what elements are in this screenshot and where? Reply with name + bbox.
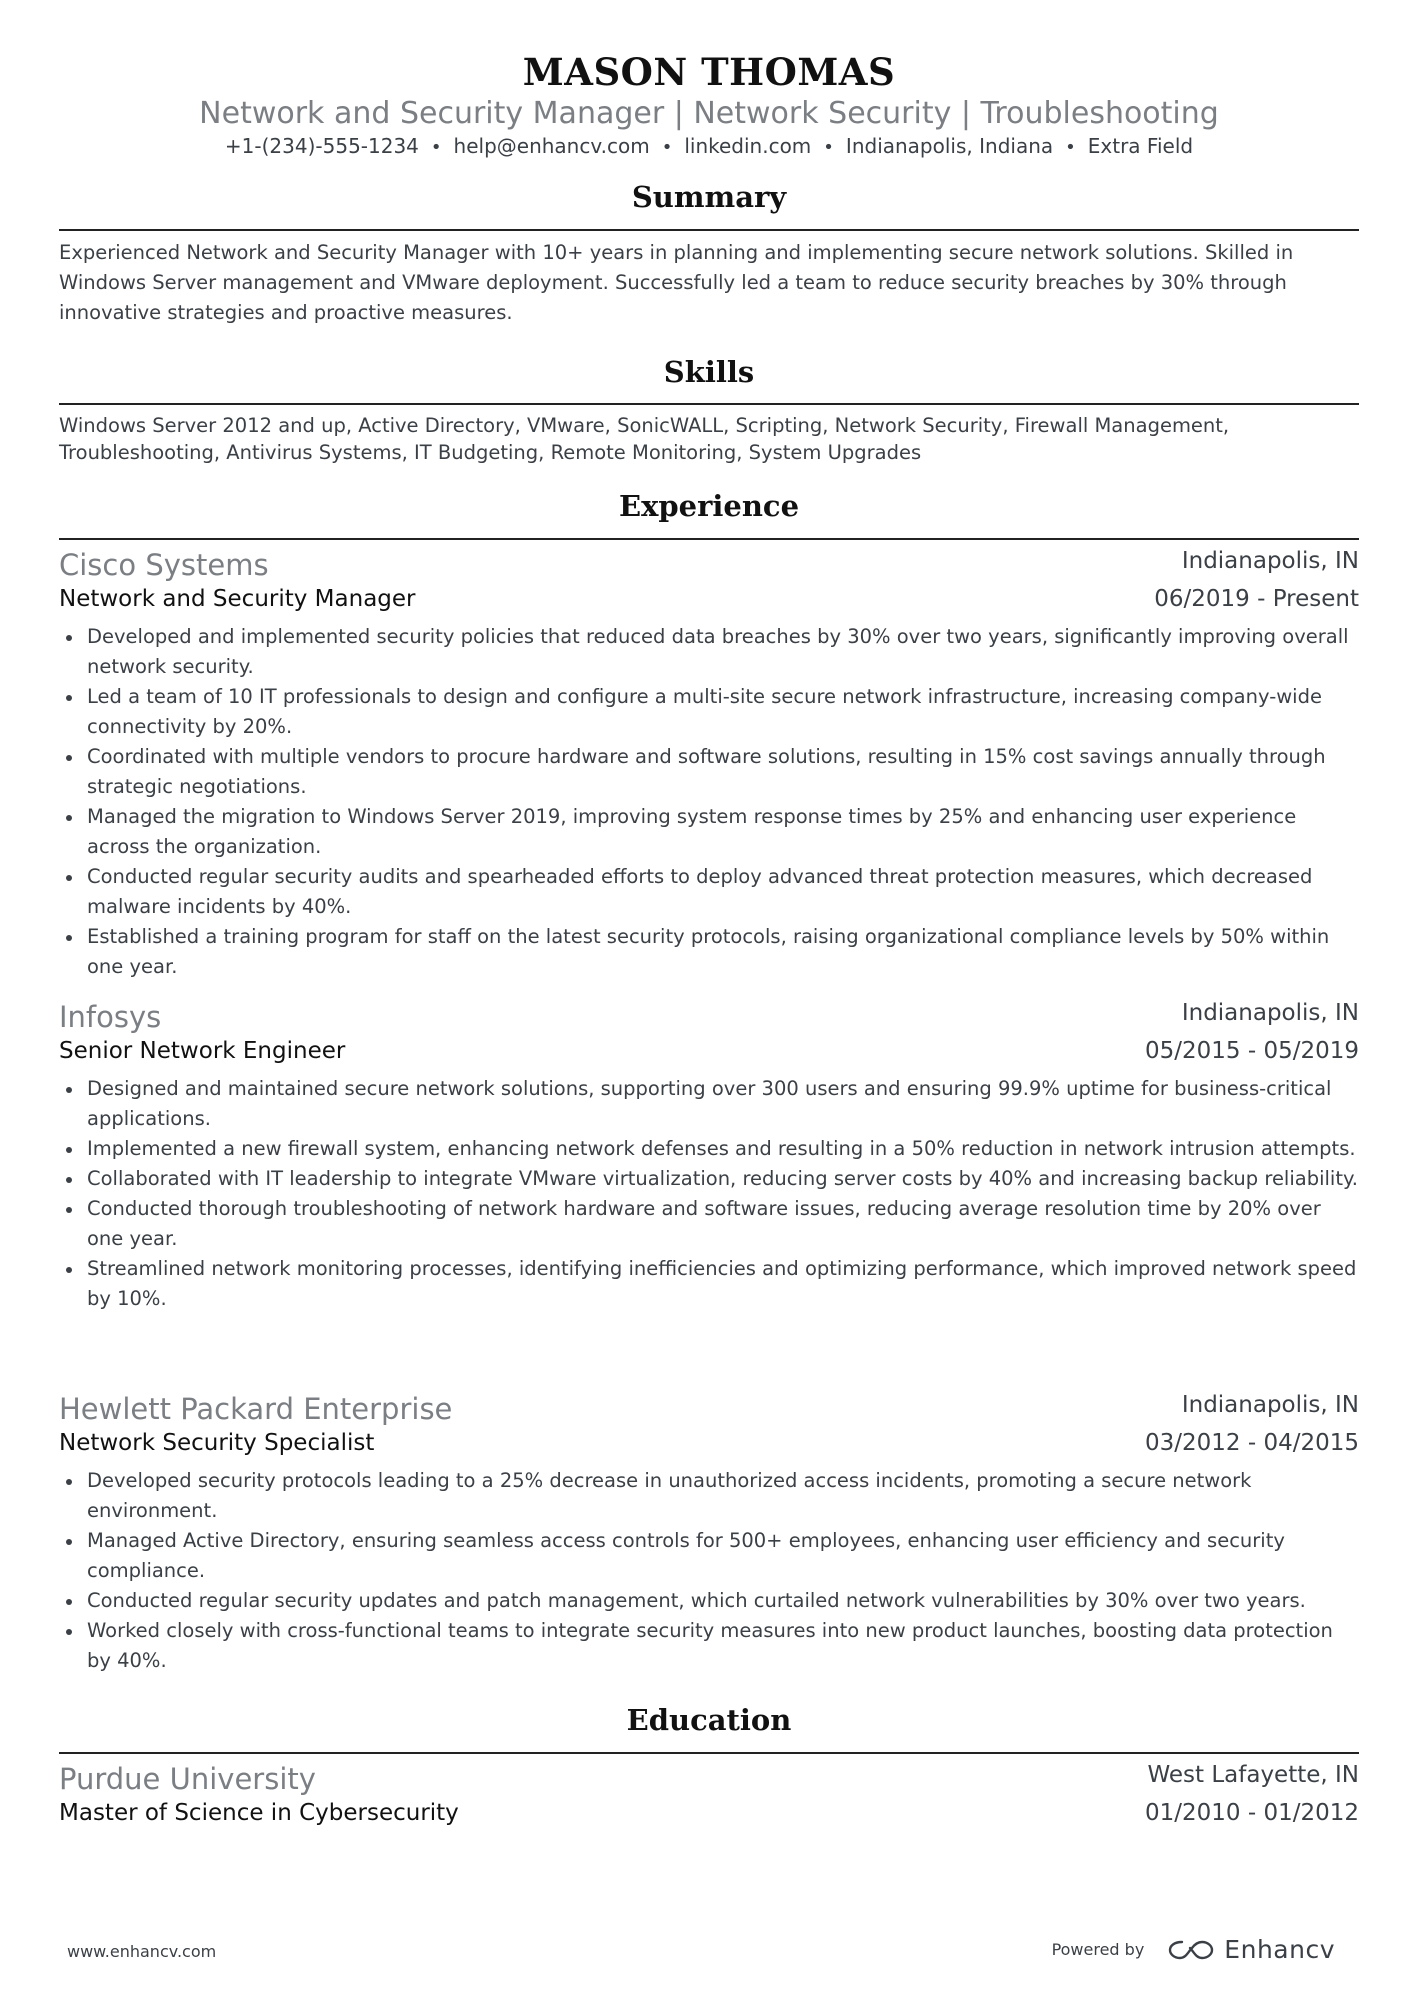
list-item: Developed and implemented security policies that reduced data breaches by 30% over two years, significantly improving overall network security. (59, 622, 1359, 682)
job-location: Indianapolis, IN (1181, 1000, 1359, 1026)
school-location: West Lafayette, IN (1147, 1762, 1359, 1788)
job-title: Network and Security Manager (59, 586, 416, 612)
bullet-separator: • (823, 137, 834, 158)
footer-branding (1052, 1935, 1335, 1964)
list-item: Conducted regular security audits and spearheaded efforts to deploy advanced threat protection measures, which decreased malware incidents by 40%. (59, 862, 1359, 922)
bullet-separator: • (661, 137, 673, 158)
footer-website[interactable]: www.enhancv.com (67, 1942, 217, 1961)
contact-email[interactable]: help@enhancv.com (453, 134, 650, 158)
section-title-skills: Skills (663, 355, 755, 389)
company-name: Hewlett Packard Enterprise (59, 1392, 453, 1426)
job-dates: 06/2019 - Present (1154, 586, 1359, 612)
job-title: Network Security Specialist (59, 1430, 375, 1456)
section-title-education: Education (626, 1703, 792, 1737)
contact-location: Indianapolis, Indiana (845, 134, 1054, 158)
section-title-summary: Summary (631, 180, 787, 214)
company-name: Cisco Systems (59, 548, 269, 582)
section-divider (59, 538, 1359, 540)
list-item: Coordinated with multiple vendors to procure hardware and software solutions, resulting in 15% cost savings annually through strategic negotiations. (59, 742, 1359, 802)
list-item: Managed Active Directory, ensuring seamless access controls for 500+ employees, enhancing user efficiency and security compliance. (59, 1526, 1359, 1586)
section-divider (59, 403, 1359, 405)
job-bullets (59, 1466, 1359, 1676)
bullet-separator: • (1065, 137, 1076, 158)
company-name: Infosys (59, 1000, 162, 1034)
job-dates: 03/2012 - 04/2015 (1144, 1430, 1359, 1456)
degree: Master of Science in Cybersecurity (59, 1800, 459, 1826)
headline: Network and Security Manager | Network Security | Troubleshooting (199, 96, 1219, 131)
contact-linkedin[interactable]: linkedin.com (684, 134, 812, 158)
job-title: Senior Network Engineer (59, 1038, 346, 1064)
list-item: Established a training program for staff on the latest security protocols, raising organizational compliance levels by 50% within one year. (59, 922, 1359, 982)
list-item: Streamlined network monitoring processes, identifying inefficiencies and optimizing performance, which improved network speed by 10%. (59, 1254, 1359, 1314)
list-item: Managed the migration to Windows Server 2019, improving system response times by 25% and enhancing user experience across the organization. (59, 802, 1359, 862)
contact-phone: +1-(234)-555-1234 (224, 134, 419, 158)
job-dates: 05/2015 - 05/2019 (1144, 1038, 1359, 1064)
list-item: Collaborated with IT leadership to integrate VMware virtualization, reducing server costs by 40% and increasing backup reliability. (59, 1164, 1359, 1194)
section-divider (59, 1752, 1359, 1754)
list-item: Led a team of 10 IT professionals to design and configure a multi-site secure network infrastructure, increasing company-wide connectivity by 20%. (59, 682, 1359, 742)
powered-by-label: Powered by (1051, 1940, 1145, 1959)
bullet-separator: • (430, 137, 442, 158)
list-item: Conducted thorough troubleshooting of network hardware and software issues, reducing average resolution time by 20% over one year. (59, 1194, 1359, 1254)
list-item: Worked closely with cross-functional teams to integrate security measures into new product launches, boosting data protection by 40%. (59, 1616, 1359, 1676)
school-name: Purdue University (59, 1762, 316, 1796)
brand-name: Enhancv (1224, 1935, 1335, 1964)
contact-extra: Extra Field (1087, 134, 1194, 158)
section-title-experience: Experience (618, 489, 800, 523)
skills-text: Windows Server 2012 and up, Active Directory, VMware, SonicWALL, Scripting, Network Security, Firewall Management, Troubleshooting, Antivirus Systems, IT Budgeting, Remote Monitoring, System Upgrades (59, 414, 1230, 464)
list-item: Designed and maintained secure network solutions, supporting over 300 users and ensuring 99.9% uptime for business-critical applications. (59, 1074, 1359, 1134)
list-item: Implemented a new firewall system, enhancing network defenses and resulting in a 50% reduction in network intrusion attempts. (59, 1134, 1359, 1164)
job-location: Indianapolis, IN (1181, 1392, 1359, 1418)
list-item: Conducted regular security updates and patch management, which curtailed network vulnerabilities by 30% over two years. (59, 1586, 1359, 1616)
job-location: Indianapolis, IN (1181, 548, 1359, 574)
section-divider (59, 229, 1359, 231)
education-dates: 01/2010 - 01/2012 (1144, 1800, 1359, 1826)
job-bullets (59, 622, 1359, 982)
summary-text: Experienced Network and Security Manager with 10+ years in planning and implementing secure network solutions. Skilled in Windows Server management and VMware deployment. Successfully led a team to reduce security breaches by 30% through innovative strategies and proactive measures. (59, 241, 1294, 324)
contact-line (59, 134, 1359, 158)
enhancv-logo-icon (1168, 1938, 1214, 1962)
job-bullets (59, 1074, 1359, 1314)
candidate-name: MASON THOMAS (522, 50, 896, 94)
list-item: Developed security protocols leading to a 25% decrease in unauthorized access incidents, promoting a secure network environment. (59, 1466, 1359, 1526)
